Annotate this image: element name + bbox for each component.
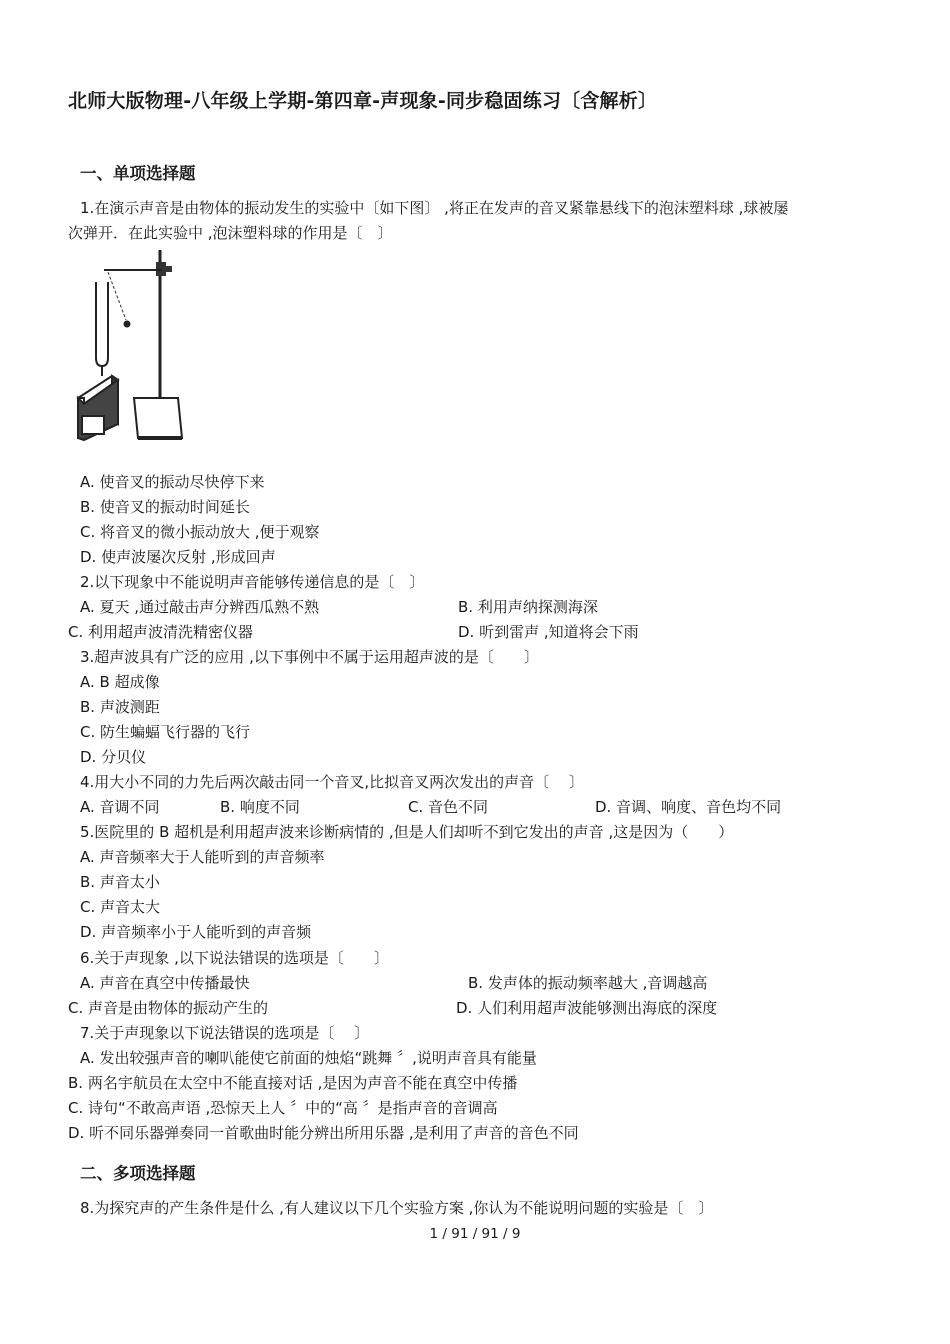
question-2-option-d: D. 听到雷声 ,知道将会下雨 [458,623,639,641]
question-5-option-d: D. 声音频率小于人能听到的声音频 [80,923,312,941]
question-2-option-a: A. 夏天 ,通过敲击声分辨西瓜熟不熟 [80,598,320,616]
question-1-option-d: D. 使声波屡次反射 ,形成回声 [80,548,276,566]
question-6-option-a: A. 声音在真空中传播最快 [80,974,250,992]
question-3-stem: 3.超声波具有广泛的应用 ,以下事例中不属于运用超声波的是〔 〕 [80,648,539,666]
question-6-option-d: D. 人们利用超声波能够测出海底的深度 [456,999,718,1017]
question-3-option-d: D. 分贝仪 [80,748,147,766]
question-1-option-c: C. 将音叉的微小振动放大 ,便于观察 [80,523,320,541]
question-5-option-c: C. 声音太大 [80,898,161,916]
question-2-option-c: C. 利用超声波清洗精密仪器 [68,623,254,641]
question-3-option-c: C. 防生蝙蝠飞行器的飞行 [80,723,251,741]
question-6-option-b: B. 发声体的振动频率越大 ,音调越高 [468,974,708,992]
question-7-option-a: A. 发出较强声音的喇叭能使它前面的烛焰“跳舞 〞,说明声音具有能量 [80,1049,537,1067]
question-1-option-b: B. 使音叉的振动时间延长 [80,498,250,516]
question-3-option-a: A. B 超成像 [80,673,160,691]
resonance-box [78,376,118,440]
foam-ball [124,321,131,328]
question-7-stem: 7.关于声现象以下说法错误的选项是〔 〕 [80,1024,370,1042]
question-1-stem-line-1: 1.在演示声音是由物体的振动发生的实验中〔如下图〕 ,将正在发声的音叉紧靠悬线下的泡沫塑料球 ,球被屡 [80,199,789,217]
section-heading-single-choice: 一、单项选择题 [80,164,196,183]
question-8-stem: 8.为探究声的产生条件是什么 ,有人建议以下几个实验方案 ,你认为不能说明问题的实验是〔 〕 [80,1199,714,1217]
document-title: 北师大版物理-八年级上学期-第四章-声现象-同步稳固练习〔含解析〕 [68,90,658,112]
tuning-fork [96,282,108,376]
question-6-stem: 6.关于声现象 ,以下说法错误的选项是〔 〕 [80,949,389,967]
question-4-stem: 4.用大小不同的力先后两次敲击同一个音叉,比拟音叉两次发出的声音〔 〕 [80,773,584,791]
question-1-stem-line-2: 次弹开．在此实验中 ,泡沫塑料球的作用是〔 〕 [68,224,393,242]
tuning-fork-experiment-figure [72,248,188,444]
question-5-option-a: A. 声音频率大于人能听到的声音频率 [80,848,325,866]
question-7-option-c: C. 诗句“不敢高声语 ,恐惊天上人 〞中的“高 〞是指声音的音调高 [68,1099,498,1117]
section-heading-multiple-choice: 二、多项选择题 [80,1164,196,1183]
question-4-option-a: A. 音调不同 [80,798,160,816]
question-5-option-b: B. 声音太小 [80,873,160,891]
suspension-thread [108,272,126,320]
question-2-option-b: B. 利用声纳探测海深 [458,598,598,616]
question-4-option-b: B. 响度不同 [220,798,300,816]
question-2-stem: 2.以下现象中不能说明声音能够传递信息的是〔 〕 [80,573,425,591]
question-3-option-b: B. 声波测距 [80,698,160,716]
question-1-option-a: A. 使音叉的振动尽快停下来 [80,473,265,491]
stand-base [134,398,182,438]
question-5-stem: 5.医院里的 B 超机是利用超声波来诊断病情的 ,但是人们却听不到它发出的声音 ,这是因为（ ） [80,823,734,841]
question-7-option-b: B. 两名宇航员在太空中不能直接对话 ,是因为声音不能在真空中传播 [68,1074,518,1092]
page-number: 1 / 91 / 91 / 9 [429,1226,521,1242]
question-4-option-c: C. 音色不同 [408,798,489,816]
question-7-option-d: D. 听不同乐器弹奏同一首歌曲时能分辨出所用乐器 ,是利用了声音的音色不同 [68,1124,579,1142]
question-6-option-c: C. 声音是由物体的振动产生的 [68,999,269,1017]
question-4-option-d: D. 音调、响度、音色均不同 [595,798,782,816]
